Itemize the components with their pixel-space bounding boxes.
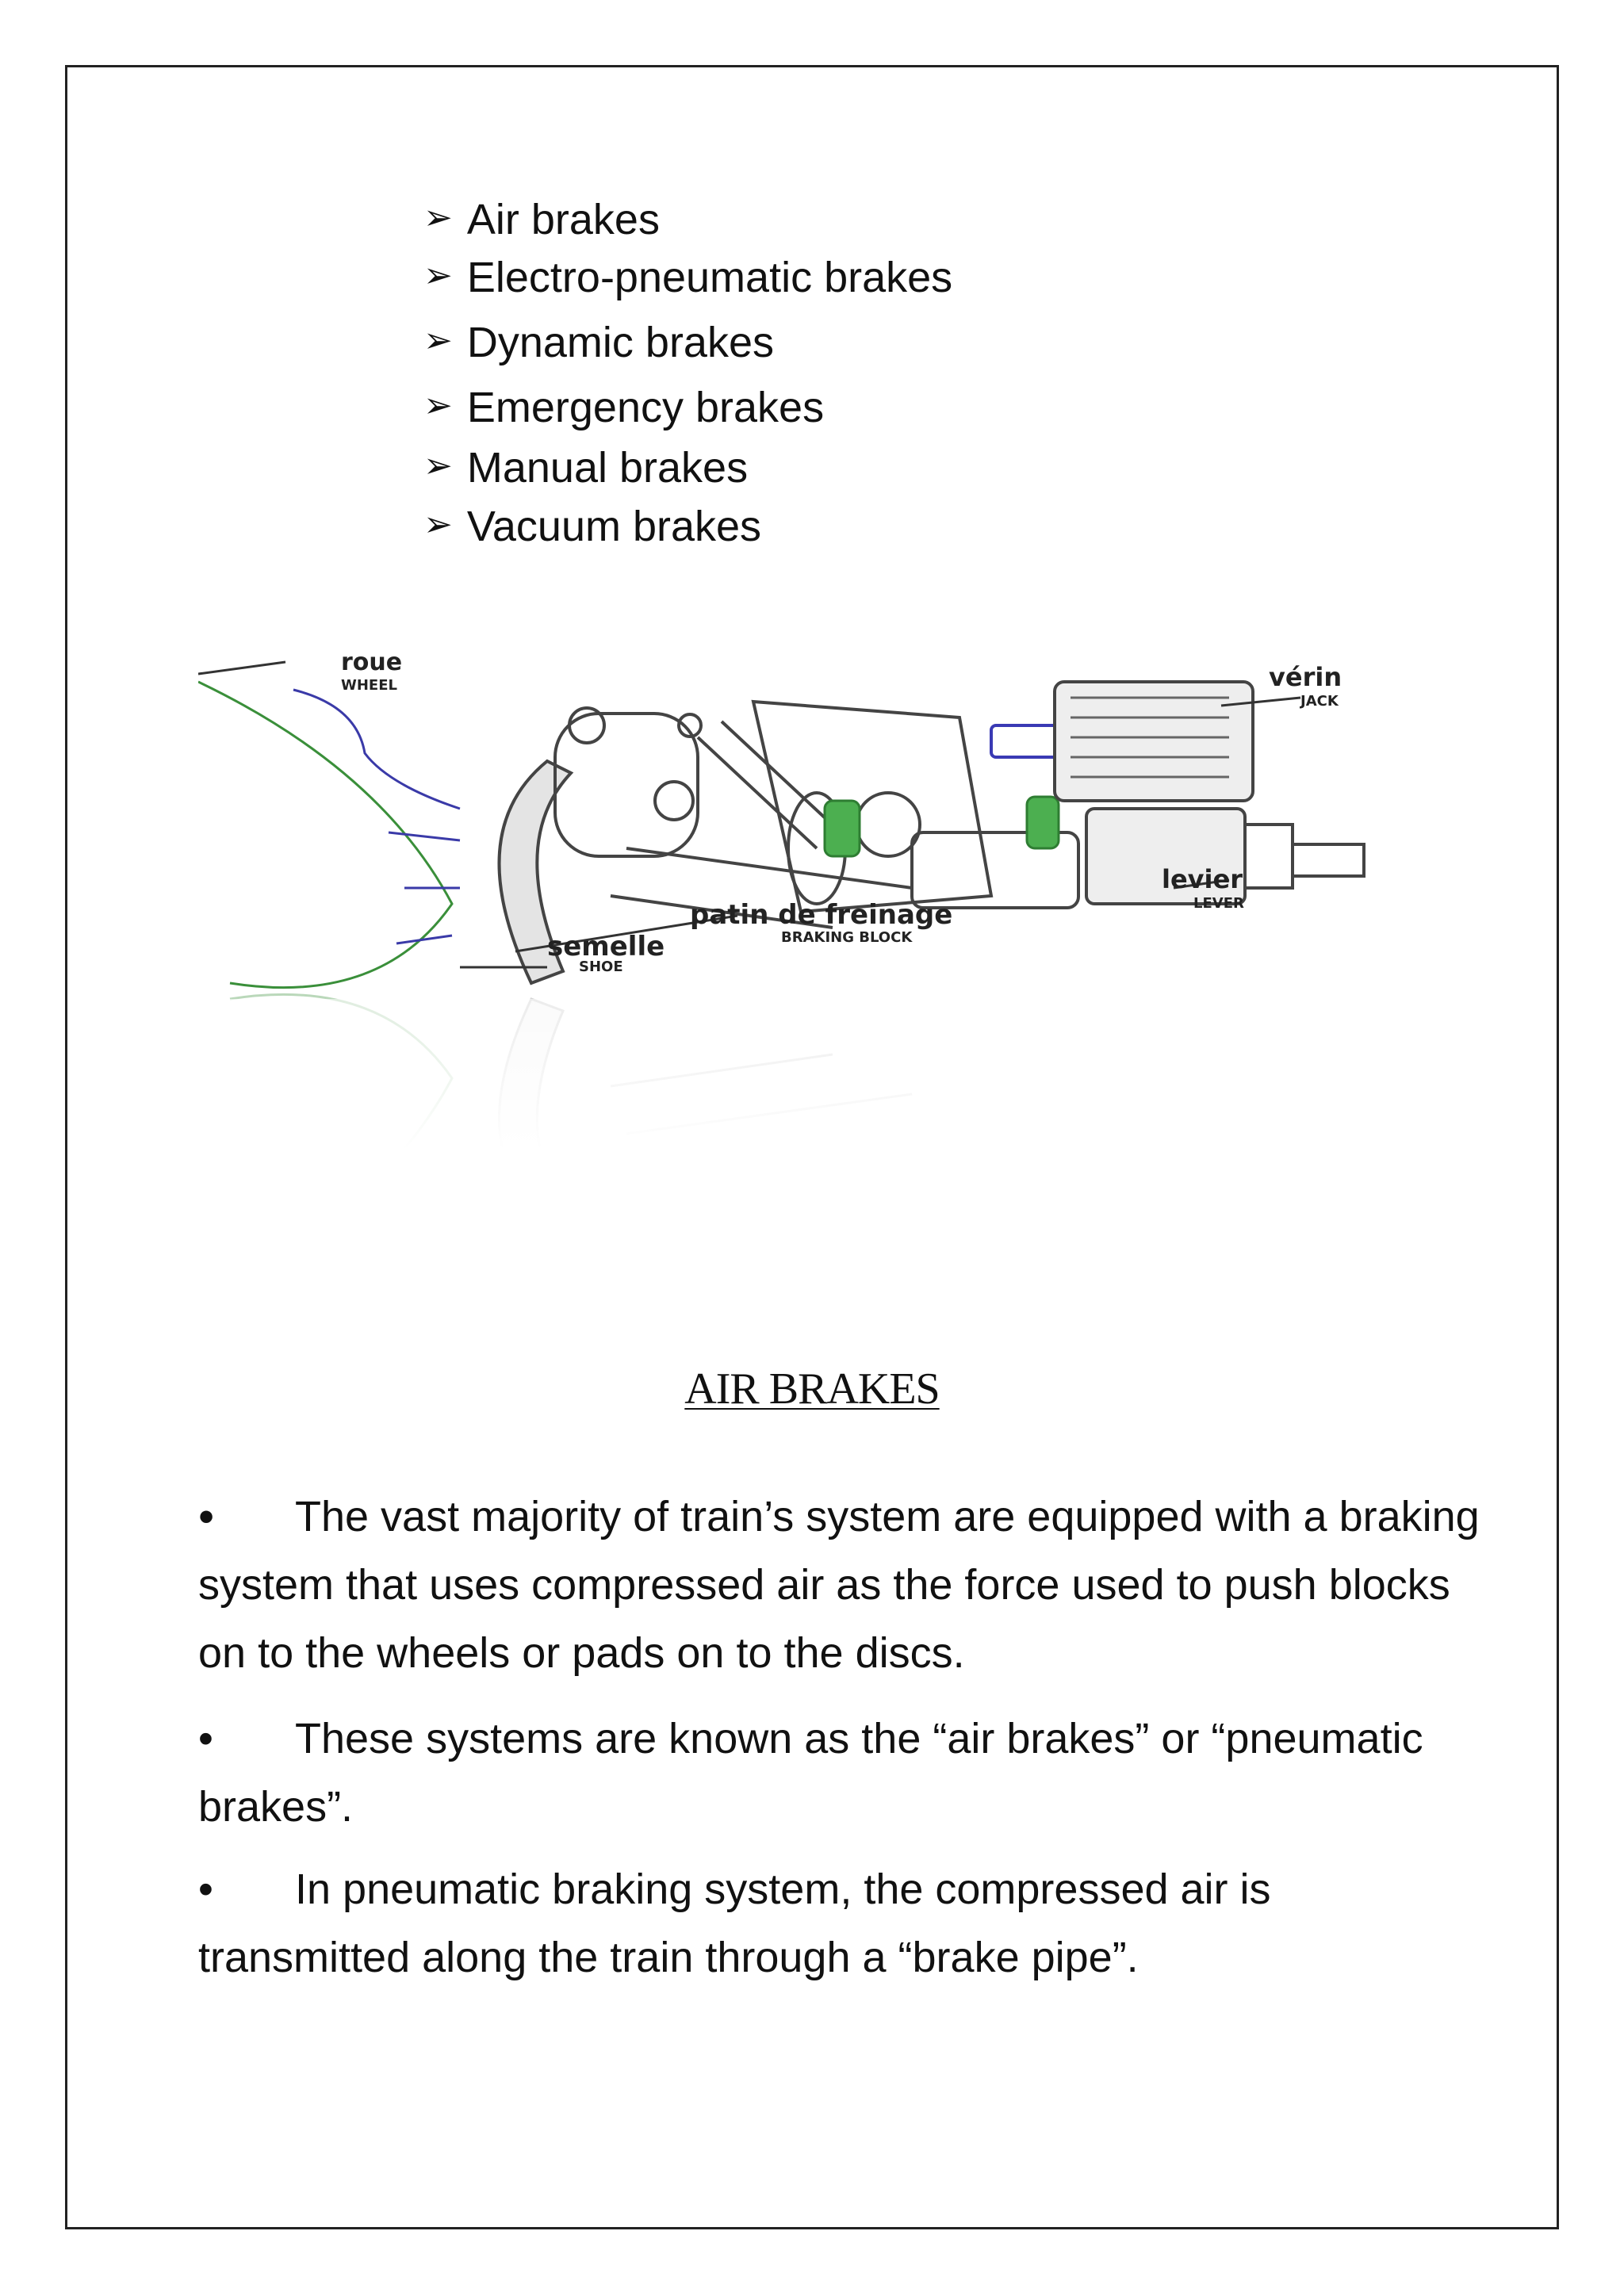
list-item [423, 386, 824, 429]
arrow-bullet-icon: ➢ [423, 198, 453, 237]
list-item [423, 444, 749, 492]
linkage [555, 702, 1078, 928]
bullet-icon: • [198, 1866, 213, 1913]
label-block-en: BRAKING BLOCK [781, 929, 913, 946]
label-lever-fr: levier [1162, 864, 1243, 894]
arrow-bullet-icon: ➢ [423, 446, 453, 485]
label-shoe-en: SHOE [579, 959, 623, 975]
bullet-paragraph [198, 1483, 1483, 1687]
label-jack-fr: vérin [1269, 662, 1342, 692]
brake-mechanism-diagram [198, 650, 1419, 1150]
bullet-paragraph [198, 1855, 1483, 1992]
label-shoe-fr: semelle [547, 931, 665, 962]
green-bushings [825, 797, 1059, 856]
arrow-bullet-icon: ➢ [423, 321, 453, 360]
bullet-icon: • [198, 1715, 213, 1762]
list-item [423, 256, 952, 299]
label-block-fr: patin de freinage [690, 899, 953, 931]
bullet-text: These systems are known as the “air brakes” or “pneumatic brakes”. [198, 1715, 1423, 1831]
list-item-text: Manual brakes [466, 444, 749, 492]
list-item-text: Vacuum brakes [466, 503, 762, 550]
list-item [423, 505, 761, 548]
arrow-bullet-icon: ➢ [423, 386, 453, 425]
bullet-icon: • [198, 1493, 213, 1540]
label-wheel-fr: roue [341, 650, 403, 676]
list-item-text: Emergency brakes [466, 384, 825, 431]
bullet-paragraph [198, 1705, 1483, 1841]
section-title-text: AIR BRAKES [684, 1364, 940, 1414]
wheel [198, 682, 460, 988]
label-jack-en: JACK [1300, 693, 1339, 710]
list-item-text: Air brakes [466, 196, 660, 243]
arrow-bullet-icon: ➢ [423, 505, 453, 544]
bullet-text: The vast majority of train’s system are equipped with a braking system that uses compressed air as the force used to push blocks on to the wheels or pads on to the discs. [198, 1493, 1480, 1677]
bullet-text: In pneumatic braking system, the compressed air is transmitted along the train through a “brake pipe”. [198, 1866, 1271, 1981]
list-item-text: Dynamic brakes [466, 319, 774, 366]
arrow-bullet-icon: ➢ [423, 256, 453, 295]
label-lever-en: LEVER [1193, 895, 1244, 912]
list-item-text: Electro-pneumatic brakes [466, 254, 953, 301]
section-title [0, 1364, 1624, 1414]
label-wheel-en: WHEEL [341, 677, 397, 694]
list-item [423, 198, 660, 241]
list-item [423, 321, 774, 364]
